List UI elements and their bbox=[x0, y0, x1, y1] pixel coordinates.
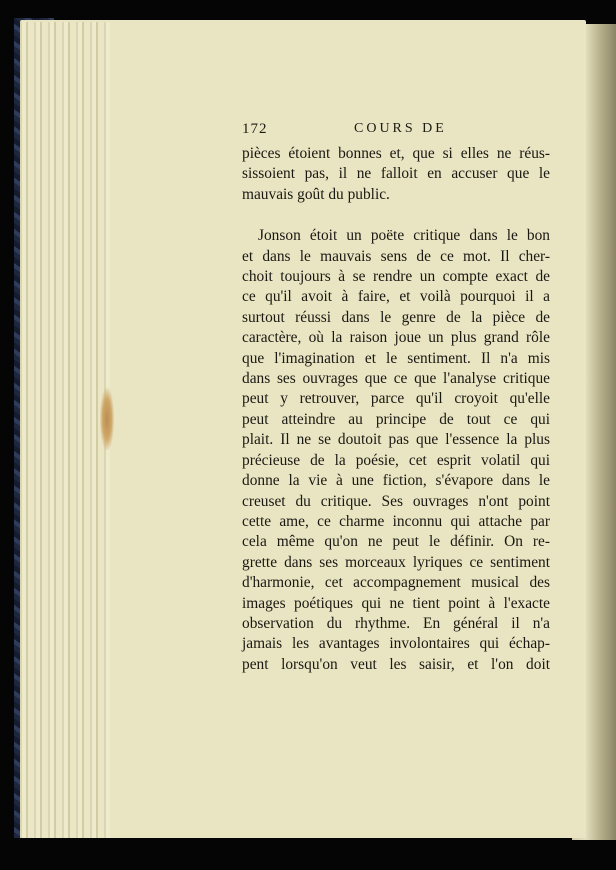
text-line: cela même qu'on ne peut le définir. On re- bbox=[242, 533, 550, 551]
text-line: observation du rhythme. En général il n'a bbox=[242, 614, 550, 632]
text-line: jamais les avantages involontaires qui échap- bbox=[242, 635, 550, 653]
text-line: dans ses ouvrages que ce que l'analyse critique bbox=[242, 370, 550, 388]
text-line: peut atteindre au principe de tout ce qui bbox=[242, 410, 550, 428]
page-number: 172 bbox=[242, 121, 268, 137]
page-stack-edges bbox=[20, 22, 110, 838]
paragraph-1 bbox=[242, 144, 550, 205]
text-line: creuset du critique. Ses ouvrages n'ont point bbox=[242, 492, 550, 510]
text-line: que l'imagination et le sentiment. Il n'a mis bbox=[242, 349, 550, 367]
paragraph-gap bbox=[242, 205, 550, 226]
foxing-stain bbox=[100, 388, 114, 450]
page-header bbox=[242, 121, 552, 141]
text-line: surtout réussi dans le genre de la pièce de bbox=[242, 308, 550, 326]
text-line: plait. Il ne se doutoit pas que l'essence la plus bbox=[242, 431, 550, 449]
paragraph-2 bbox=[242, 226, 550, 675]
text-line: caractère, où la raison joue un plus grand rôle bbox=[242, 329, 550, 347]
text-line: pent lorsqu'on veut les saisir, et l'on doit bbox=[242, 655, 550, 673]
text-line: pièces étoient bonnes et, que si elles ne réus- bbox=[242, 145, 550, 162]
body-text bbox=[242, 144, 550, 675]
text-line: d'harmonie, cet accompagnement musical des bbox=[242, 574, 550, 592]
text-line: sissoient pas, il ne falloit en accuser que le bbox=[242, 165, 550, 183]
running-head: COURS DE bbox=[354, 121, 447, 136]
text-line: mauvais goût du public. bbox=[242, 185, 390, 203]
text-line: images poétiques qui ne tient point à l'exacte bbox=[242, 594, 550, 612]
text-line: Jonson étoit un poëte critique dans le bon bbox=[258, 227, 550, 245]
text-line: choit toujours à se rendre un compte exact de bbox=[242, 268, 550, 286]
text-line: grette dans ses morceaux lyriques ce sentiment bbox=[242, 553, 550, 571]
text-line: ce qu'il avoit à faire, et voilà pourquoi il a bbox=[242, 288, 550, 306]
text-line: cette ame, ce charme inconnu qui attache par bbox=[242, 512, 550, 530]
text-line: donne la vie à une fiction, s'évapore dans le bbox=[242, 472, 550, 490]
text-line: et dans le mauvais sens de ce mot. Il cher- bbox=[242, 247, 550, 265]
text-line: précieuse de la poésie, cet esprit volatil qui bbox=[242, 451, 550, 469]
text-line: peut y retrouver, parce qu'il croyoit qu'elle bbox=[242, 390, 550, 408]
